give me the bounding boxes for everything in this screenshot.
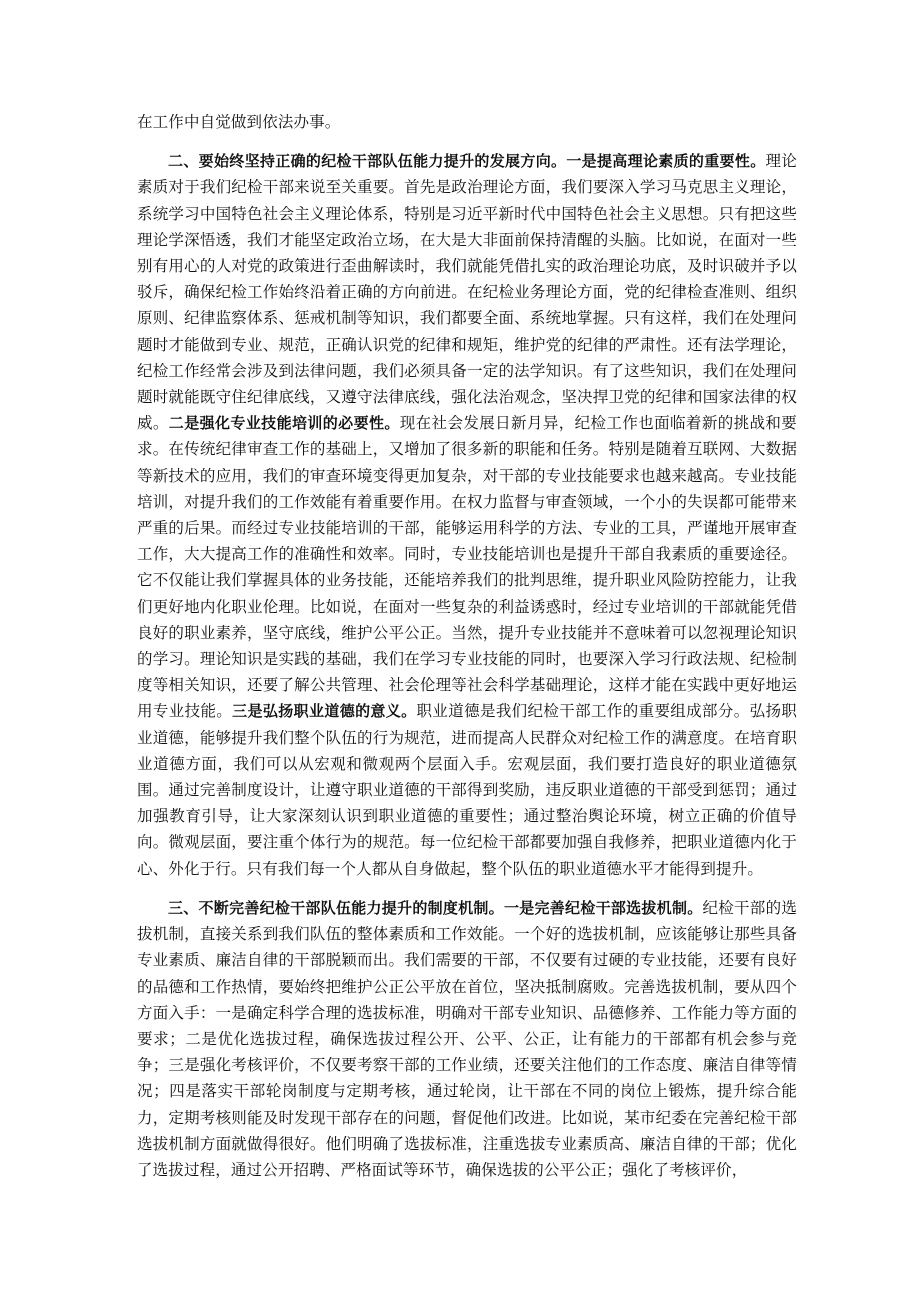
- section-2-point-1-text: 理论素质对于我们纪检干部来说至关重要。首先是政治理论方面，我们要深入学习马克思主义理论，系统学习中国特色社会主义理论体系，特别是习近平新时代中国特色社会主义思想。只有把这些理论学深悟透，我们才能坚定政治立场，在大是大非面前保持清醒的头脑。比如说，在面对一些别有用心的人对党的政策进行歪曲解读时，我们就能凭借扎实的政治理论功底，及时识破并予以驳斥，确保纪检工作始终沿着正确的方向前进。在纪检业务理论方面，党的纪律检查准则、组织原则、纪律监察体系、惩戒机制等知识，我们都要全面、系统地掌握。只有这样，我们在处理问题时才能做到专业、规范，正确认识党的纪律和规矩，维护党的纪律的严肃性。还有法学理论，纪检工作经常会涉及到法律问题，我们必须具备一定的法学知识。有了这些知识，我们在处理问题时就能既守住纪律底线，又遵守法律底线，强化法治观念，坚决捍卫党的纪律和国家法律的权威。: [137, 152, 797, 433]
- section-2-point-3-title: 三是弘扬职业道德的意义。: [232, 702, 417, 721]
- intro-line: 在工作中自觉做到依法办事。: [137, 113, 341, 131]
- section-3-point-1-title: 一是完善纪检干部选拔机制。: [503, 898, 703, 917]
- section-2-heading: 二、要始终坚持正确的纪检干部队伍能力提升的发展方向。: [168, 152, 567, 171]
- section-2-point-2-text: 现在社会发展日新月异，纪检工作也面临着新的挑战和要求。在传统纪律审查工作的基础上，又增加了很多新的职能和任务。特别是随着互联网、大数据等新技术的应用，我们的审查环境变得更加复杂，对干部的专业技能要求也越来越高。专业技能培训，对提升我们的工作效能有着重要作用。在权力监督与审查领域，一个小的失误都可能带来严重的后果。而经过专业技能培训的干部，能够运用科学的方法、专业的工具，严谨地开展审查工作，大大提高工作的准确性和效率。同时，专业技能培训也是提升干部自我素质的重要途径。它不仅能让我们掌握具体的业务技能，还能培养我们的批判思维，提升职业风险防控能力，让我们更好地内化职业伦理。比如说，在面对一些复杂的利益诱惑时，经过专业培训的干部就能凭借良好的职业素养，坚守底线，维护公平公正。当然，提升专业技能并不意味着可以忽视理论知识的学习。理论知识是实践的基础，我们在学习专业技能的同时，也要深入学习行政法规、纪检制度等相关知识，还要了解公共管理、社会伦理等社会科学基础理论，这样才能在实践中更好地运用专业技能。: [137, 414, 797, 721]
- section-2-paragraph: [137, 148, 797, 882]
- section-3-point-1-text: 纪检干部的选拔机制，直接关系到我们队伍的整体素质和工作效能。一个好的选拔机制，应该能够让那些具备专业素质、廉洁自律的干部脱颖而出。我们需要的干部，不仅要有过硬的专业技能，还要有良好的品德和工作热情，要始终把维护公正公平放在首位，坚决抵制腐败。完善选拔机制，要从四个方面入手：一是确定科学合理的选拔标准，明确对干部专业知识、品德修养、工作能力等方面的要求；二是优化选拔过程，确保选拔过程公开、公平、公正，让有能力的干部都有机会参与竞争；三是强化考核评价，不仅要考察干部的工作业绩，还要关注他们的工作态度、廉洁自律等情况；四是落实干部轮岗制度与定期考核，通过轮岗，让干部在不同的岗位上锻炼，提升综合能力，定期考核则能及时发现干部存在的问题，督促他们改进。比如说，某市纪委在完善纪检干部选拔机制方面就做得很好。他们明确了选拔标准，注重选拔专业素质高、廉洁自律的干部；优化了选拔过程，通过公开招聘、严格面试等环节，确保选拔的公平公正；强化了考核评价，: [137, 898, 798, 1179]
- document-page: [137, 109, 797, 1183]
- section-3-paragraph: [137, 895, 797, 1183]
- section-3-heading: 三、不断完善纪检干部队伍能力提升的制度机制。: [168, 898, 504, 917]
- section-2-point-3-text: 职业道德是我们纪检干部工作的重要组成部分。弘扬职业道德，能够提升我们整个队伍的行为规范，进而提高人民群众对纪检工作的满意度。在培育职业道德方面，我们可以从宏观和微观两个层面入手。宏观层面，我们要打造良好的职业道德氛围。通过完善制度设计，让遵守职业道德的干部得到奖励，违反职业道德的干部受到惩罚；通过加强教育引导，让大家深刻认识到职业道德的重要性；通过整治舆论环境，树立正确的价值导向。微观层面，要注重个体行为的规范。每一位纪检干部都要加强自我修养，把职业道德内化于心、外化于行。只有我们每一个人都从自身做起，整个队伍的职业道德水平才能得到提升。: [137, 702, 797, 878]
- section-2-point-2-title: 二是强化专业技能培训的必要性。: [168, 414, 400, 433]
- section-2-point-1-title: 一是提高理论素质的重要性。: [566, 152, 766, 171]
